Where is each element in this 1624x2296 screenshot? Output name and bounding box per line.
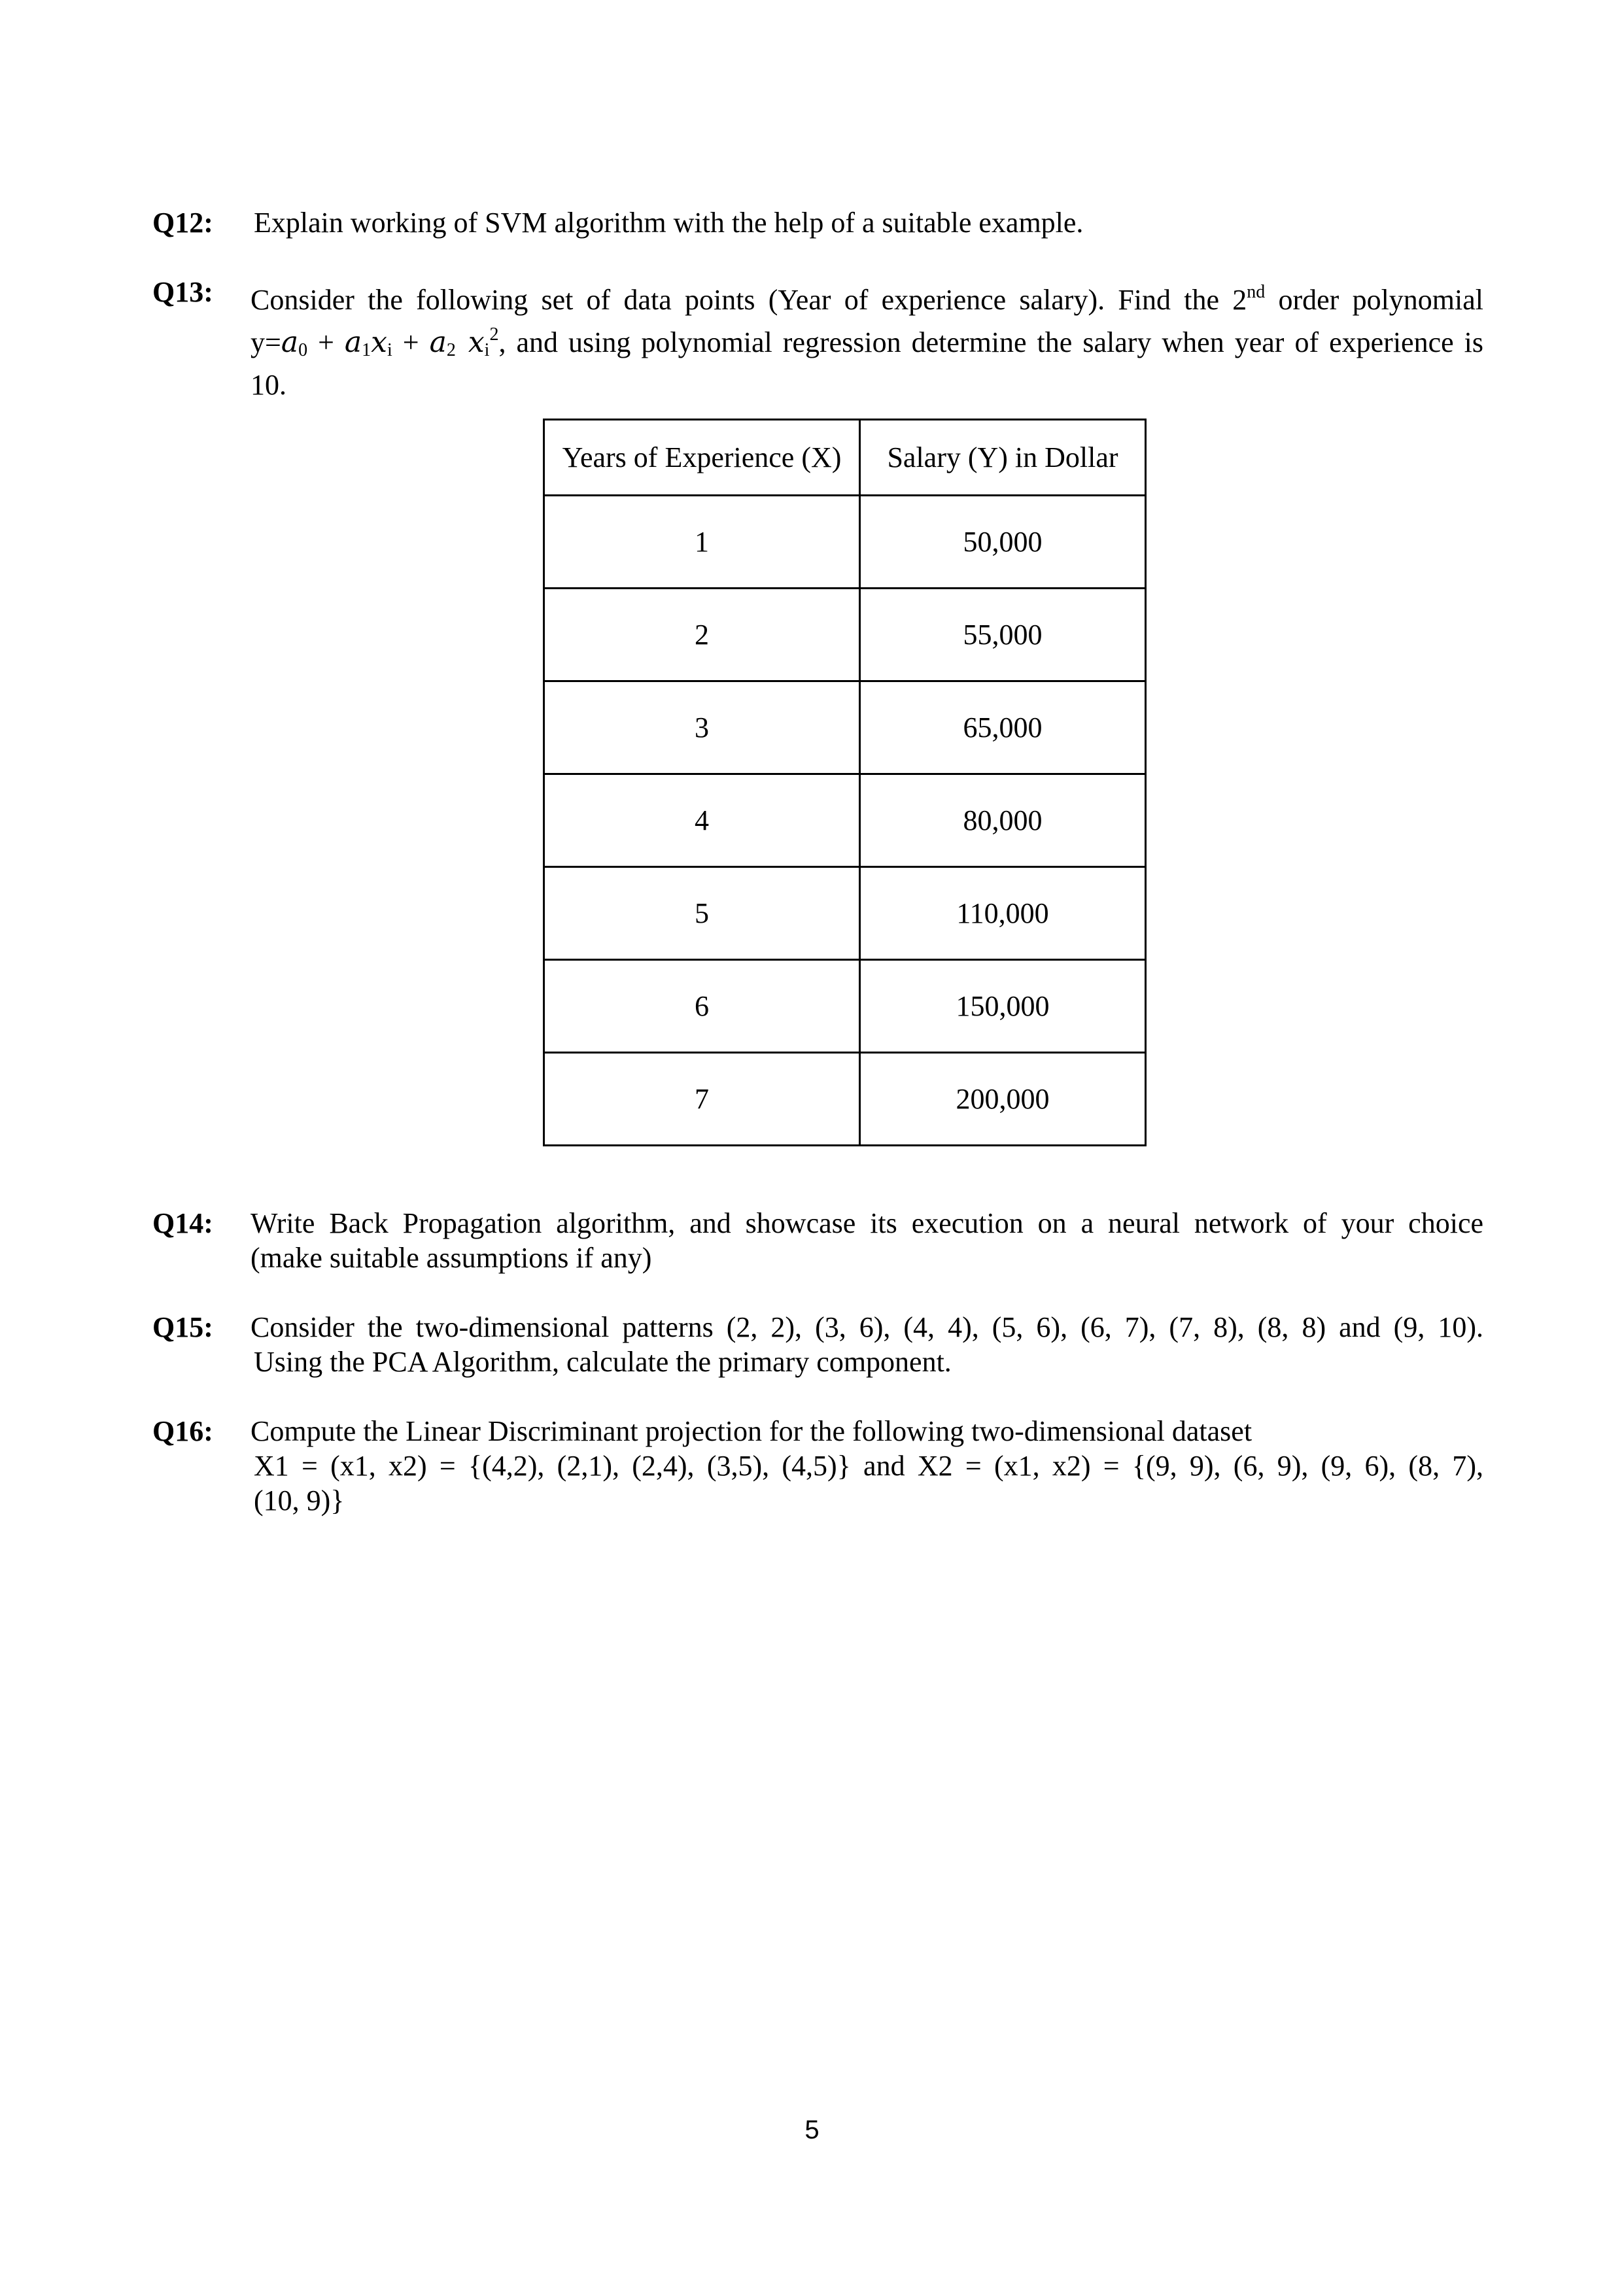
question-line: Explain working of SVM algorithm with the help of a suitable example. <box>254 207 1084 239</box>
page-number: 5 <box>804 2116 820 2144</box>
table-cell: 4 <box>544 774 860 867</box>
table-cell: 6 <box>544 960 860 1053</box>
question-line: (make suitable assumptions if any) <box>251 1242 652 1274</box>
experience-salary-table <box>543 419 1147 1146</box>
table-cell: 50,000 <box>860 496 1146 589</box>
table-header-x: Years of Experience (X) <box>544 420 860 496</box>
table-cell: 2 <box>544 589 860 681</box>
table-cell: 3 <box>544 681 860 774</box>
table-cell: 55,000 <box>860 589 1146 681</box>
question-line: Compute the Linear Discriminant projection for the following two-dimensional dataset <box>251 1415 1253 1447</box>
question-line: Write Back Propagation algorithm, and showcase its execution on a neural network of your choice <box>251 1207 1483 1239</box>
table-cell: 110,000 <box>860 867 1146 960</box>
polynomial-line: $y=a_0 + a_1x_i + a_2$ $x_i^2$, and using polynomial regression determine the salary when year of experience is <box>251 324 1483 360</box>
table-cell: 1 <box>544 496 860 589</box>
question-line: Consider the two-dimensional patterns (2, 2), (3, 6), (4, 4), (5, 6), (6, 7), (7, 8), (8, 8) and (9, 10). <box>251 1311 1483 1343</box>
table-cell: 65,000 <box>860 681 1146 774</box>
question-line: Using the PCA Algorithm, calculate the primary component. <box>254 1346 952 1378</box>
question-number: Q12: <box>152 207 213 239</box>
table-cell: 200,000 <box>860 1053 1146 1146</box>
table-row <box>544 774 1146 867</box>
table-row <box>544 681 1146 774</box>
question-number: Q14: <box>152 1207 213 1239</box>
question-number: Q15: <box>152 1311 213 1343</box>
question-number: Q16: <box>152 1415 213 1447</box>
question-line: Consider the following set of data points (Year of experience salary). Find the 2nd order polynomial <box>251 282 1484 316</box>
table-cell: 150,000 <box>860 960 1146 1053</box>
question-text <box>251 1310 1483 1379</box>
question-text <box>251 275 1483 402</box>
table-row <box>544 1053 1146 1146</box>
table-cell: 80,000 <box>860 774 1146 867</box>
table-header-row <box>544 420 1146 496</box>
question-text <box>251 1414 1483 1518</box>
table-row <box>544 867 1146 960</box>
table-row <box>544 496 1146 589</box>
polynomial-equation: $y=a_0 + a_1x_i + a_2$ $x_i^2$ <box>251 324 499 360</box>
question-line: X1 = (x1, x2) = {(4,2), (2,1), (2,4), (3,5), (4,5)} and X2 = (x1, x2) = {(9, 9), (6, 9), (9, 6), (8, 7), <box>254 1450 1483 1482</box>
table-row <box>544 589 1146 681</box>
table-header-y: Salary (Y) in Dollar <box>860 420 1146 496</box>
question-text <box>254 205 1483 240</box>
question-line: 10. <box>251 369 286 401</box>
question-line: (10, 9)} <box>254 1484 345 1516</box>
table-row <box>544 960 1146 1053</box>
question-text <box>251 1206 1483 1275</box>
question-number: Q13: <box>152 276 213 308</box>
table-cell: 5 <box>544 867 860 960</box>
table-cell: 7 <box>544 1053 860 1146</box>
